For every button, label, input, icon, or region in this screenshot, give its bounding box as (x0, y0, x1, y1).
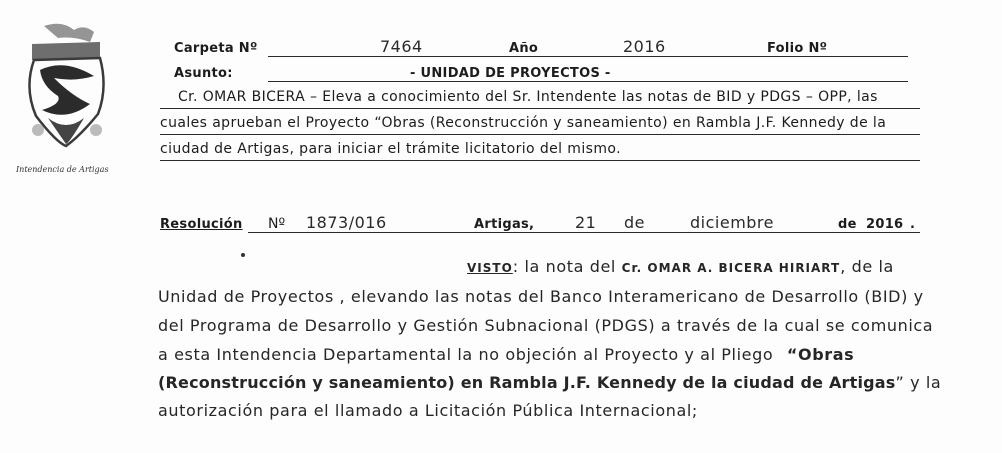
header-rule-1 (268, 56, 908, 57)
institution-seal (14, 18, 114, 148)
asunto-line-3: ciudad de Artigas, para iniciar el trámite licitatorio del mismo. (160, 141, 621, 157)
speck-mark (241, 253, 245, 257)
asunto-value: - UNIDAD DE PROYECTOS - (410, 66, 611, 81)
asunto-line-2: cuales aprueban el Proyecto “Obras (Reconstrucción y saneamiento) en Rambla J.F. Kennedy de la (160, 115, 887, 131)
ano-label: Año (509, 41, 539, 56)
visto-label: VISTO (467, 261, 513, 275)
resolucion-de-2: de (838, 217, 857, 232)
visto-text-1b: , de la (840, 257, 894, 276)
resolucion-year: 2016 (866, 217, 904, 232)
visto-line-5 (158, 373, 941, 392)
visto-text-4b: “Obras (786, 345, 855, 364)
carpeta-value: 7464 (380, 37, 423, 56)
asunto-label: Asunto: (174, 66, 233, 81)
asunto-rule-2 (160, 134, 920, 135)
visto-text-5b: ” y la (895, 373, 942, 392)
visto-text-5a: (Reconstrucción y saneamiento) en Rambla J.F. Kennedy de la ciudad de Artigas (158, 373, 896, 392)
ano-value: 2016 (623, 37, 666, 56)
asunto-line-1: Cr. OMAR BICERA – Eleva a conocimiento del Sr. Intendente las notas de BID y PDGS – OPP, las (178, 89, 878, 105)
resolucion-rule (248, 232, 920, 233)
visto-name: Cr. OMAR A. BICERA HIRIART (621, 261, 841, 275)
seal-emblem-icon (14, 18, 114, 148)
resolucion-de-1: de (624, 213, 645, 232)
carpeta-label: Carpeta Nº (174, 41, 258, 56)
header-rule-2 (268, 81, 908, 82)
visto-line-6: autorización para el llamado a Licitación Pública Internacional; (158, 401, 698, 420)
visto-line-4 (158, 345, 854, 364)
visto-text-1a: la nota del (524, 257, 616, 276)
resolucion-period: . (910, 217, 916, 232)
resolucion-day: 21 (575, 213, 597, 232)
asunto-rule-3 (160, 160, 920, 161)
resolucion-no-label: Nº (268, 216, 286, 232)
asunto-rule-1 (160, 108, 920, 109)
resolucion-number: 1873/016 (306, 213, 387, 232)
visto-line-3: del Programa de Desarrollo y Gestión Subnacional (PDGS) a través de la cual se comunica (158, 316, 934, 335)
resolucion-label: Resolución (160, 217, 243, 232)
visto-text-4a: a esta Intendencia Departamental la no objeción al Proyecto y al Pliego (158, 345, 774, 364)
resolucion-city: Artigas, (474, 217, 535, 232)
visto-line-2: Unidad de Proyectos , elevando las notas del Banco Interamericano de Desarrollo (BID) y (158, 287, 924, 306)
visto-colon: : (512, 257, 519, 276)
folio-label: Folio Nº (767, 41, 828, 56)
resolucion-month: diciembre (690, 213, 774, 232)
visto-line-1 (467, 257, 894, 276)
institution-caption: Intendencia de Artigas (16, 165, 109, 174)
